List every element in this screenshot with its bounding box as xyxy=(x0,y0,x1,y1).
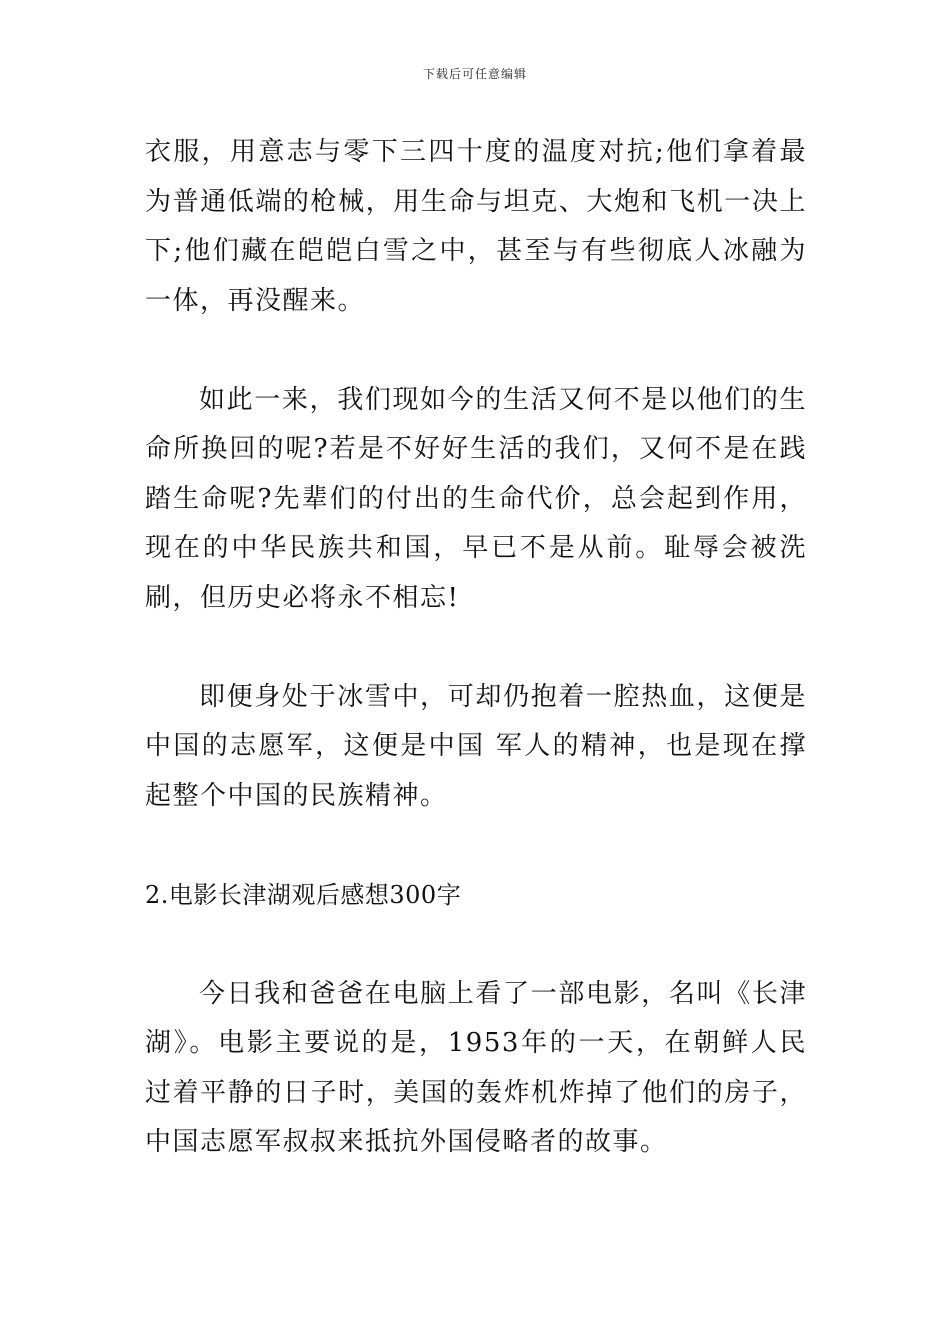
paragraph-4: 今日我和爸爸在电脑上看了一部电影，名叫《长津湖》。电影主要说的是，1953年的一天，在朝鲜人民过着平静的日子时，美国的轰炸机炸掉了他们的房子，中国志愿军叔叔来抵抗外国侵略者的故事。 xyxy=(145,978,807,1157)
paragraph-2: 如此一来，我们现如今的生活又何不是以他们的生命所换回的呢?若是不好好生活的我们，又何不是在践踏生命呢?先辈们的付出的生命代价，总会起到作用，现在的中华民族共和国，早已不是从前。耻辱会被洗刷，但历史必将永不相忘! xyxy=(145,384,807,613)
paragraph-spacer xyxy=(145,326,807,376)
document-body xyxy=(145,128,807,1168)
paragraph-spacer xyxy=(145,821,807,871)
paragraph-spacer xyxy=(145,920,807,970)
section-heading: 2.电影长津湖观后感想300字 xyxy=(145,880,462,909)
paragraph-spacer xyxy=(145,623,807,673)
paragraph-1: 衣服，用意志与零下三四十度的温度对抗;他们拿着最为普通低端的枪械，用生命与坦克、大炮和飞机一决上下;他们藏在皑皑白雪之中，甚至与有些彻底人冰融为一体，再没醒来。 xyxy=(145,137,807,316)
paragraph-3: 即便身处于冰雪中，可却仍抱着一腔热血，这便是中国的志愿军，这便是中国 军人的精神，也是现在撑起整个中国的民族精神。 xyxy=(145,681,807,811)
page-header: 下载后可任意编辑 xyxy=(422,67,527,81)
